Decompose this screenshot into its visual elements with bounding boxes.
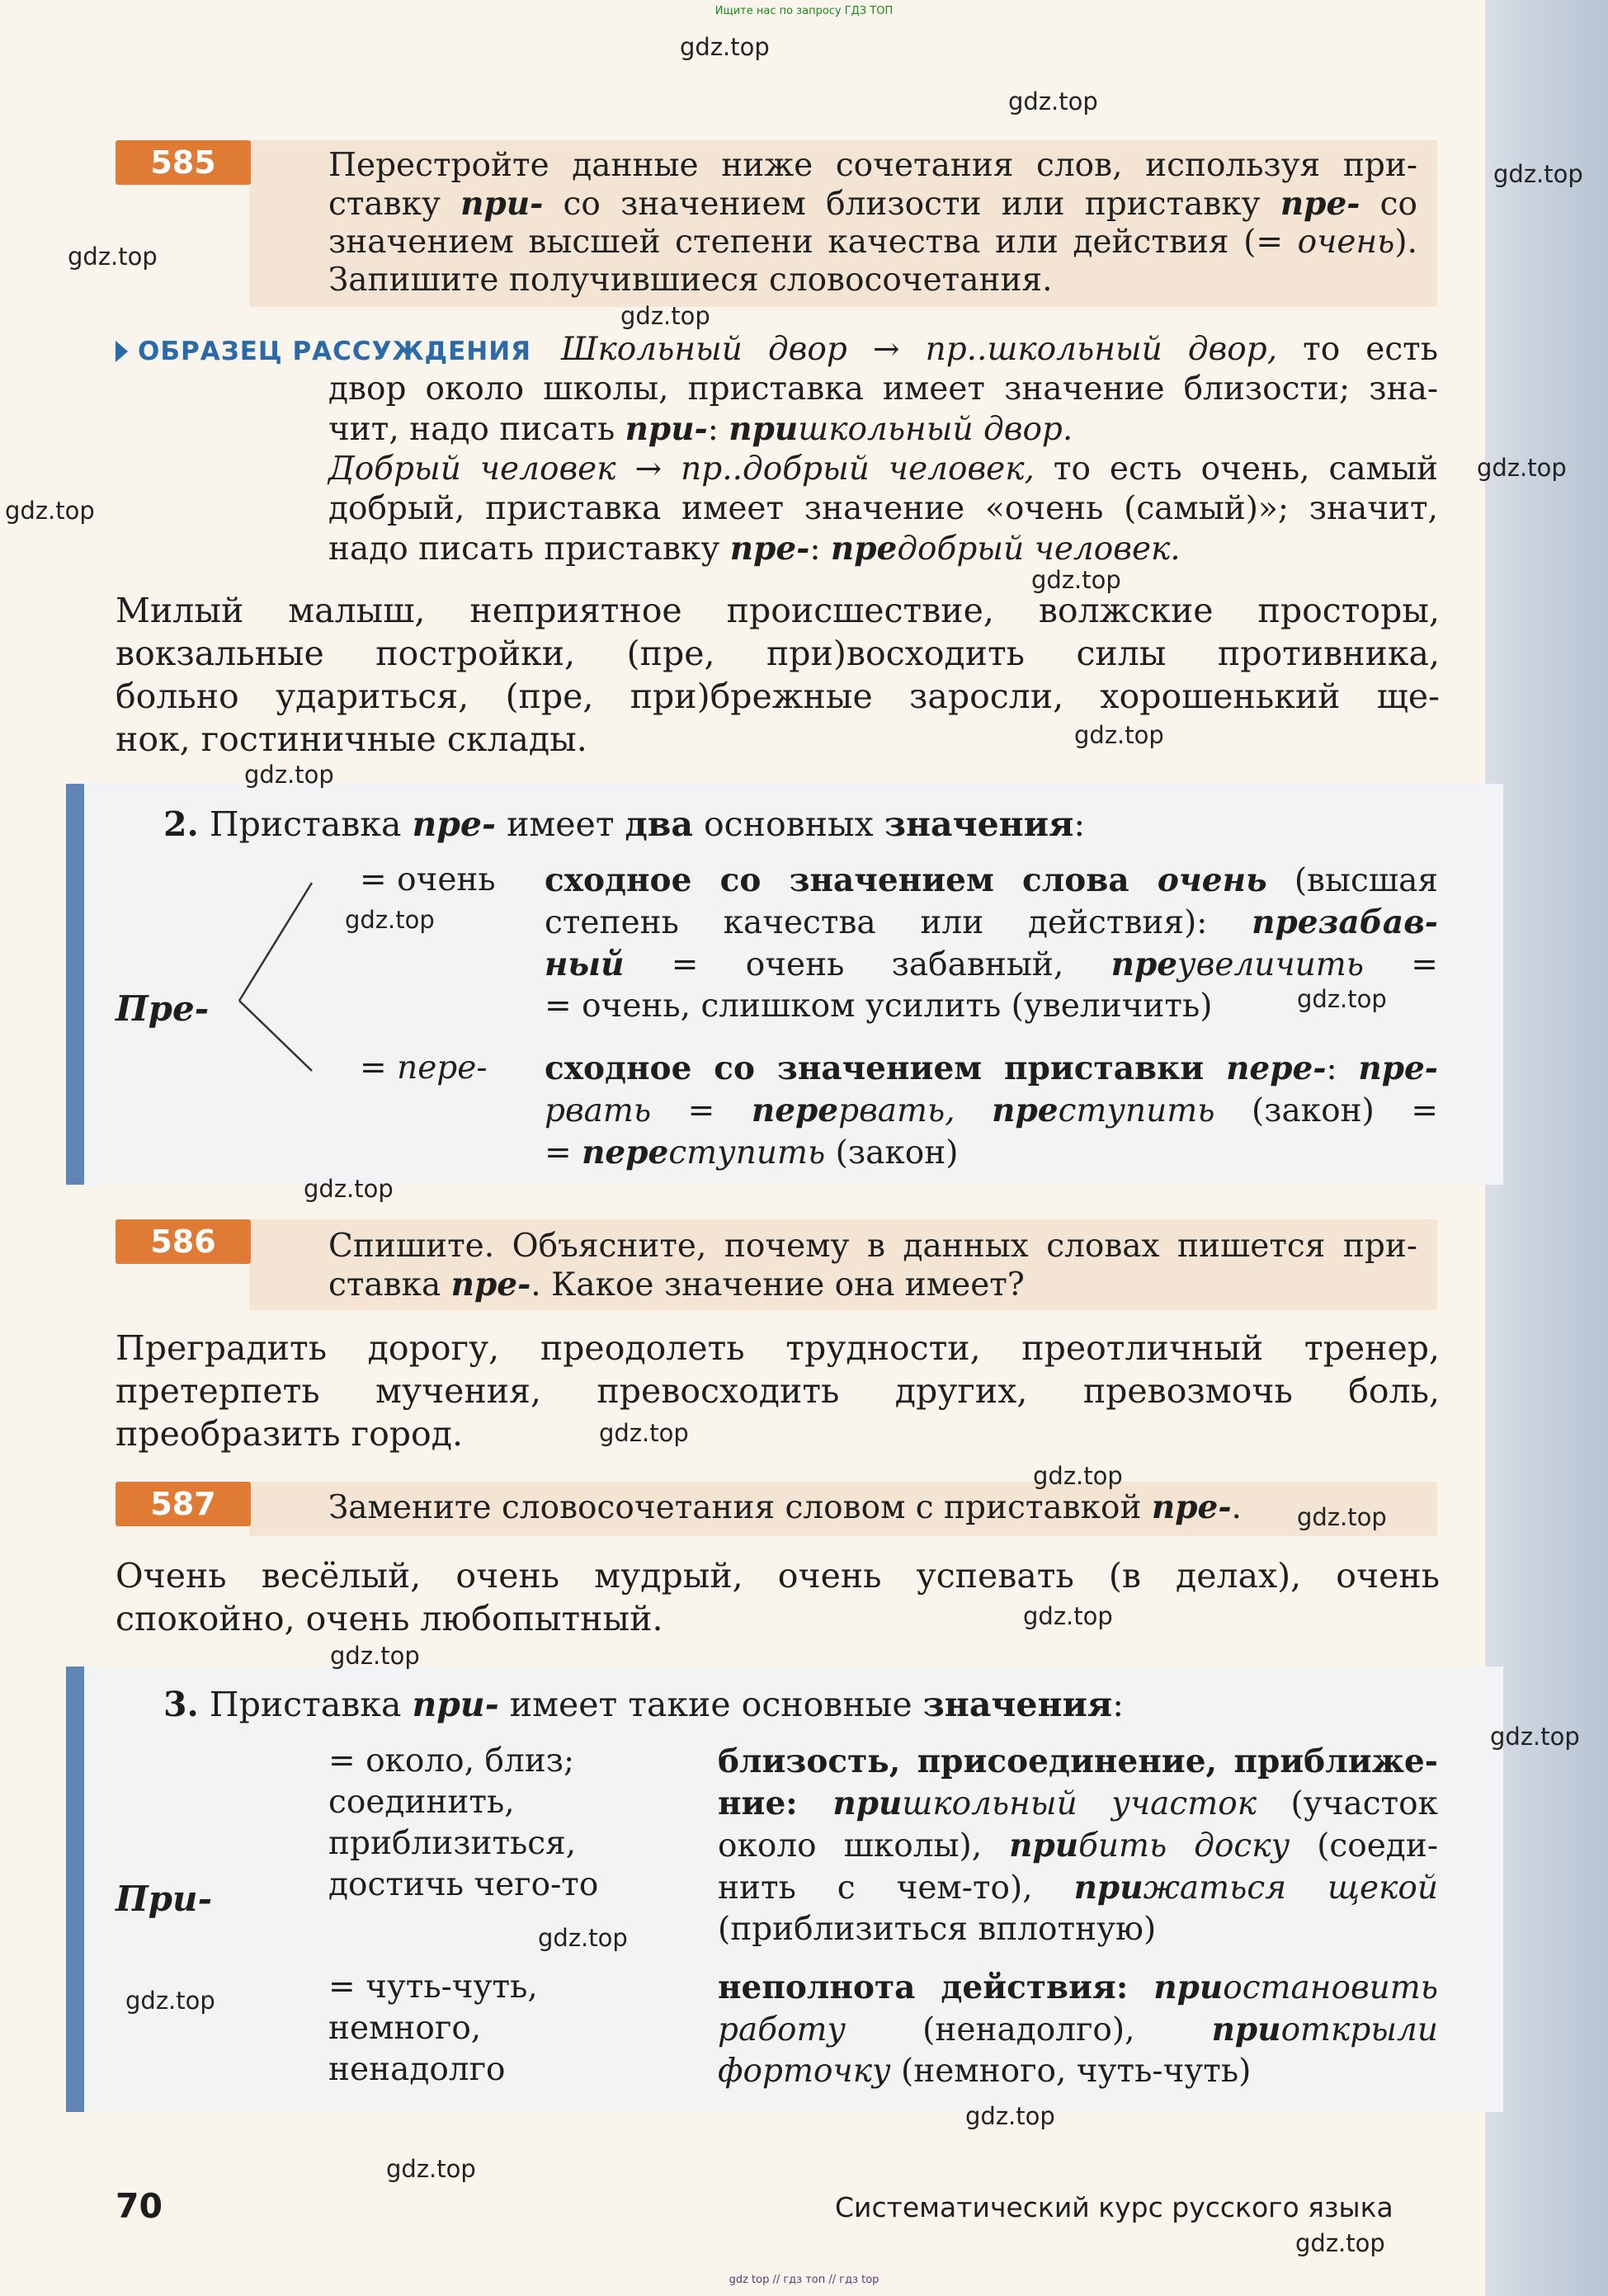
watermark: gdz.top [345,906,435,934]
watermark: gdz.top [1297,1503,1387,1531]
watermark: gdz.top [1490,1723,1580,1751]
watermark: gdz.top [386,2155,476,2183]
rule-3-left-meaning-2: = чуть-чуть, немного, ненадолго [328,1968,538,2088]
exercise-586-number: 586 [116,1219,251,1264]
watermark: gdz.top [304,1175,394,1203]
watermark: gdz.top [330,1642,420,1670]
watermark: gdz.top [680,33,770,61]
rule-2-heading: 2. Приставка пре- имеет два основных значения: [163,804,1086,844]
page-number: 70 [116,2186,163,2226]
rule-3-meaning-1: близость, присоединение, приближе- ние: пришкольный участок (участок около школы), прибить доску (соеди- нить с чем-то), прижаться щекой (приблизиться вплотную) [718,1742,1438,1948]
watermark: gdz.top [1023,1602,1113,1630]
watermark: gdz.top [599,1419,689,1447]
sample-reasoning-label: ОБРАЗЕЦ РАССУЖДЕНИЯ [116,337,531,366]
watermark: gdz.top [125,1987,215,2015]
watermark: gdz.top [1477,454,1567,482]
exercise-585-number: 585 [116,140,251,185]
watermark: gdz.top [1008,87,1098,116]
rule-3-prefix: При- [116,1879,213,1919]
exercise-587-words: Очень весёлый, очень мудрый, очень успевать (в делах), очень спокойно, очень любопытный. [116,1556,1440,1638]
top-banner: Ищите нас по запросу ГДЗ ТОП [714,5,894,17]
rule-3-heading: 3. Приставка при- имеет такие основные значения: [163,1685,1125,1724]
sample-reasoning-text: Школьный двор → пр..школьный двор, то есть двор около школы, приставка имеет значение близости; зна- чит, надо писать при-: пришкольный двор. Добрый человек → пр..добрый человек, то есть очень, самый добрый, приставка имеет значение «очень (самый)»; значит, надо писать приставку пре-: предобрый человек. [328,331,1439,568]
watermark: gdz.top [1493,160,1583,188]
watermark: gdz.top [538,1924,628,1952]
rule-2-meaning-2: сходное со значением приставки пере-: пре- рвать = перервать, преступить (закон) = = переступить (закон) [545,1049,1438,1172]
watermark: gdz.top [244,761,334,789]
rule-2-meaning-1: сходное со значением слова очень (высшая степень качества или действия): презабав- ный = очень забавный, преувеличить = = очень, слишком усилить (увеличить) [545,861,1438,1025]
rule-2-left-meaning-1: = очень [360,861,496,898]
bottom-banner: gdz top // гдз топ // гдз top [729,2274,879,2286]
watermark: gdz.top [1295,2229,1385,2257]
watermark: gdz.top [1033,1462,1123,1490]
watermark: gdz.top [1297,985,1387,1013]
watermark: gdz.top [68,243,158,271]
watermark: gdz.top [5,497,95,525]
watermark: gdz.top [1031,566,1121,594]
rule-2-left-meaning-2: = пере- [360,1049,488,1087]
exercise-585-task: Перестройте данные ниже сочетания слов, используя при- ставку при- со значением близости или приставку пре- со значением высшей степени качества или действия (= очень). Запишите получившиеся словосочетания. [328,147,1417,299]
rule-3-meaning-2: неполнота действия: приостановить работу (ненадолго), приоткрыли форточку (немного, чуть-чуть) [718,1968,1438,2090]
exercise-586-words: Преградить дорогу, преодолеть трудности, преотличный тренер, претерпеть мучения, превосходить других, превозмочь боль, преобразить город. [116,1328,1440,1454]
exercise-587-task: Замените словосочетания словом с приставкой пре-. [328,1488,1242,1526]
watermark: gdz.top [1074,721,1164,749]
rule-3-left-meaning-1: = около, близ; соединить, приблизиться, достичь чего-то [328,1742,599,1903]
watermark: gdz.top [620,302,710,330]
book-title: Систематический курс русского языка [835,2191,1393,2223]
rule-2-prefix: Пре- [116,988,210,1029]
exercise-585-words: Милый малыш, неприятное происшествие, волжские просторы, вокзальные постройки, (пре, при)восходить силы противника, больно удариться, (пре, при)брежные заросли, хорошенький ще- нок, гостиничные склады. [116,591,1440,759]
exercise-586-task: Спишите. Объясните, почему в данных словах пишется при- ставка пре-. Какое значение она имеет? [328,1228,1417,1304]
watermark: gdz.top [965,2102,1055,2130]
exercise-587-number: 587 [116,1482,251,1526]
